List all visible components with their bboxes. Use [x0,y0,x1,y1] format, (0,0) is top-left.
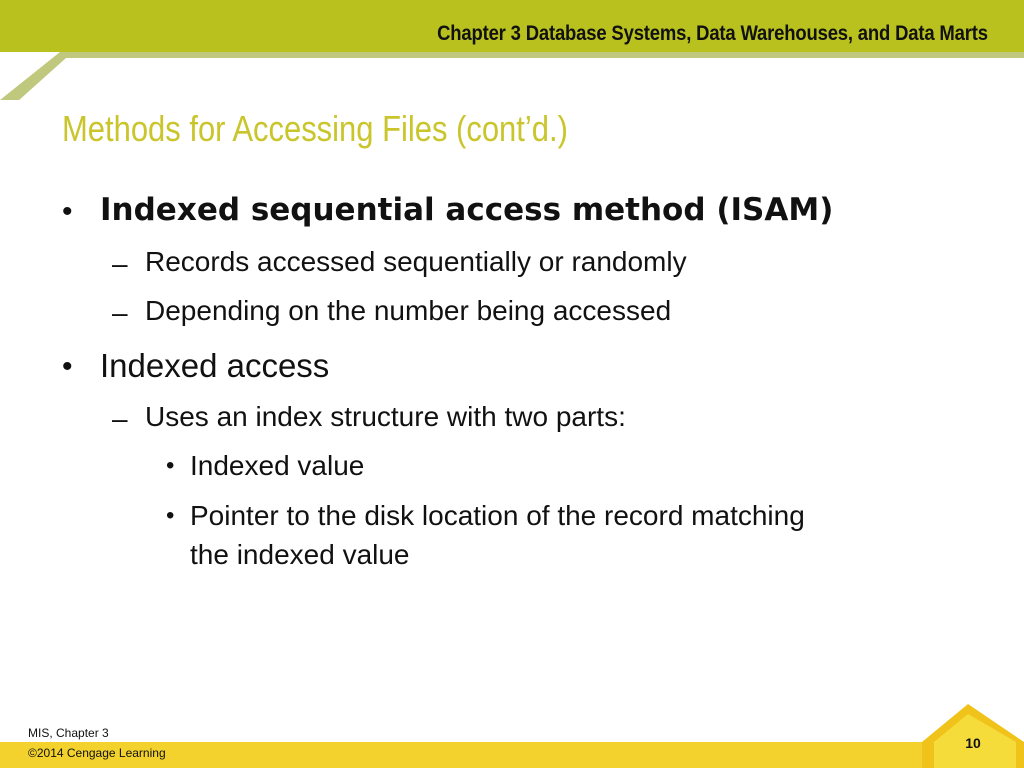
dash-marker: – [112,403,128,434]
bullet-dot: • [166,452,175,479]
bullet-item-level2: Records accessed sequentially or randomly [145,246,687,277]
bullet-item-level3: Pointer to the disk location of the record matching [190,500,805,531]
bullet-dot: • [62,350,73,383]
bullet-item-level3-continuation: the indexed value [190,539,410,570]
bullet-item-level2: Uses an index structure with two parts: [145,401,626,432]
footer-copyright: ©2014 Cengage Learning [28,746,166,760]
footer-course-label: MIS, Chapter 3 [28,726,109,740]
bullet-dot: • [166,502,175,529]
bullet-item-level2: Depending on the number being accessed [145,295,672,326]
dash-marker: – [112,248,128,279]
bullet-item-level1: Indexed sequential access method (ISAM) [100,192,834,228]
bullet-item-level1: Indexed access [100,347,330,384]
bullet-item-level3: Indexed value [190,450,365,481]
chapter-title: Chapter 3 Database Systems, Data Warehouses, and Data Marts [437,22,988,45]
bullet-dot: • [62,195,73,228]
slide-title: Methods for Accessing Files (cont’d.) [62,108,568,149]
page-number: 10 [965,735,981,751]
dash-marker: – [112,297,128,328]
